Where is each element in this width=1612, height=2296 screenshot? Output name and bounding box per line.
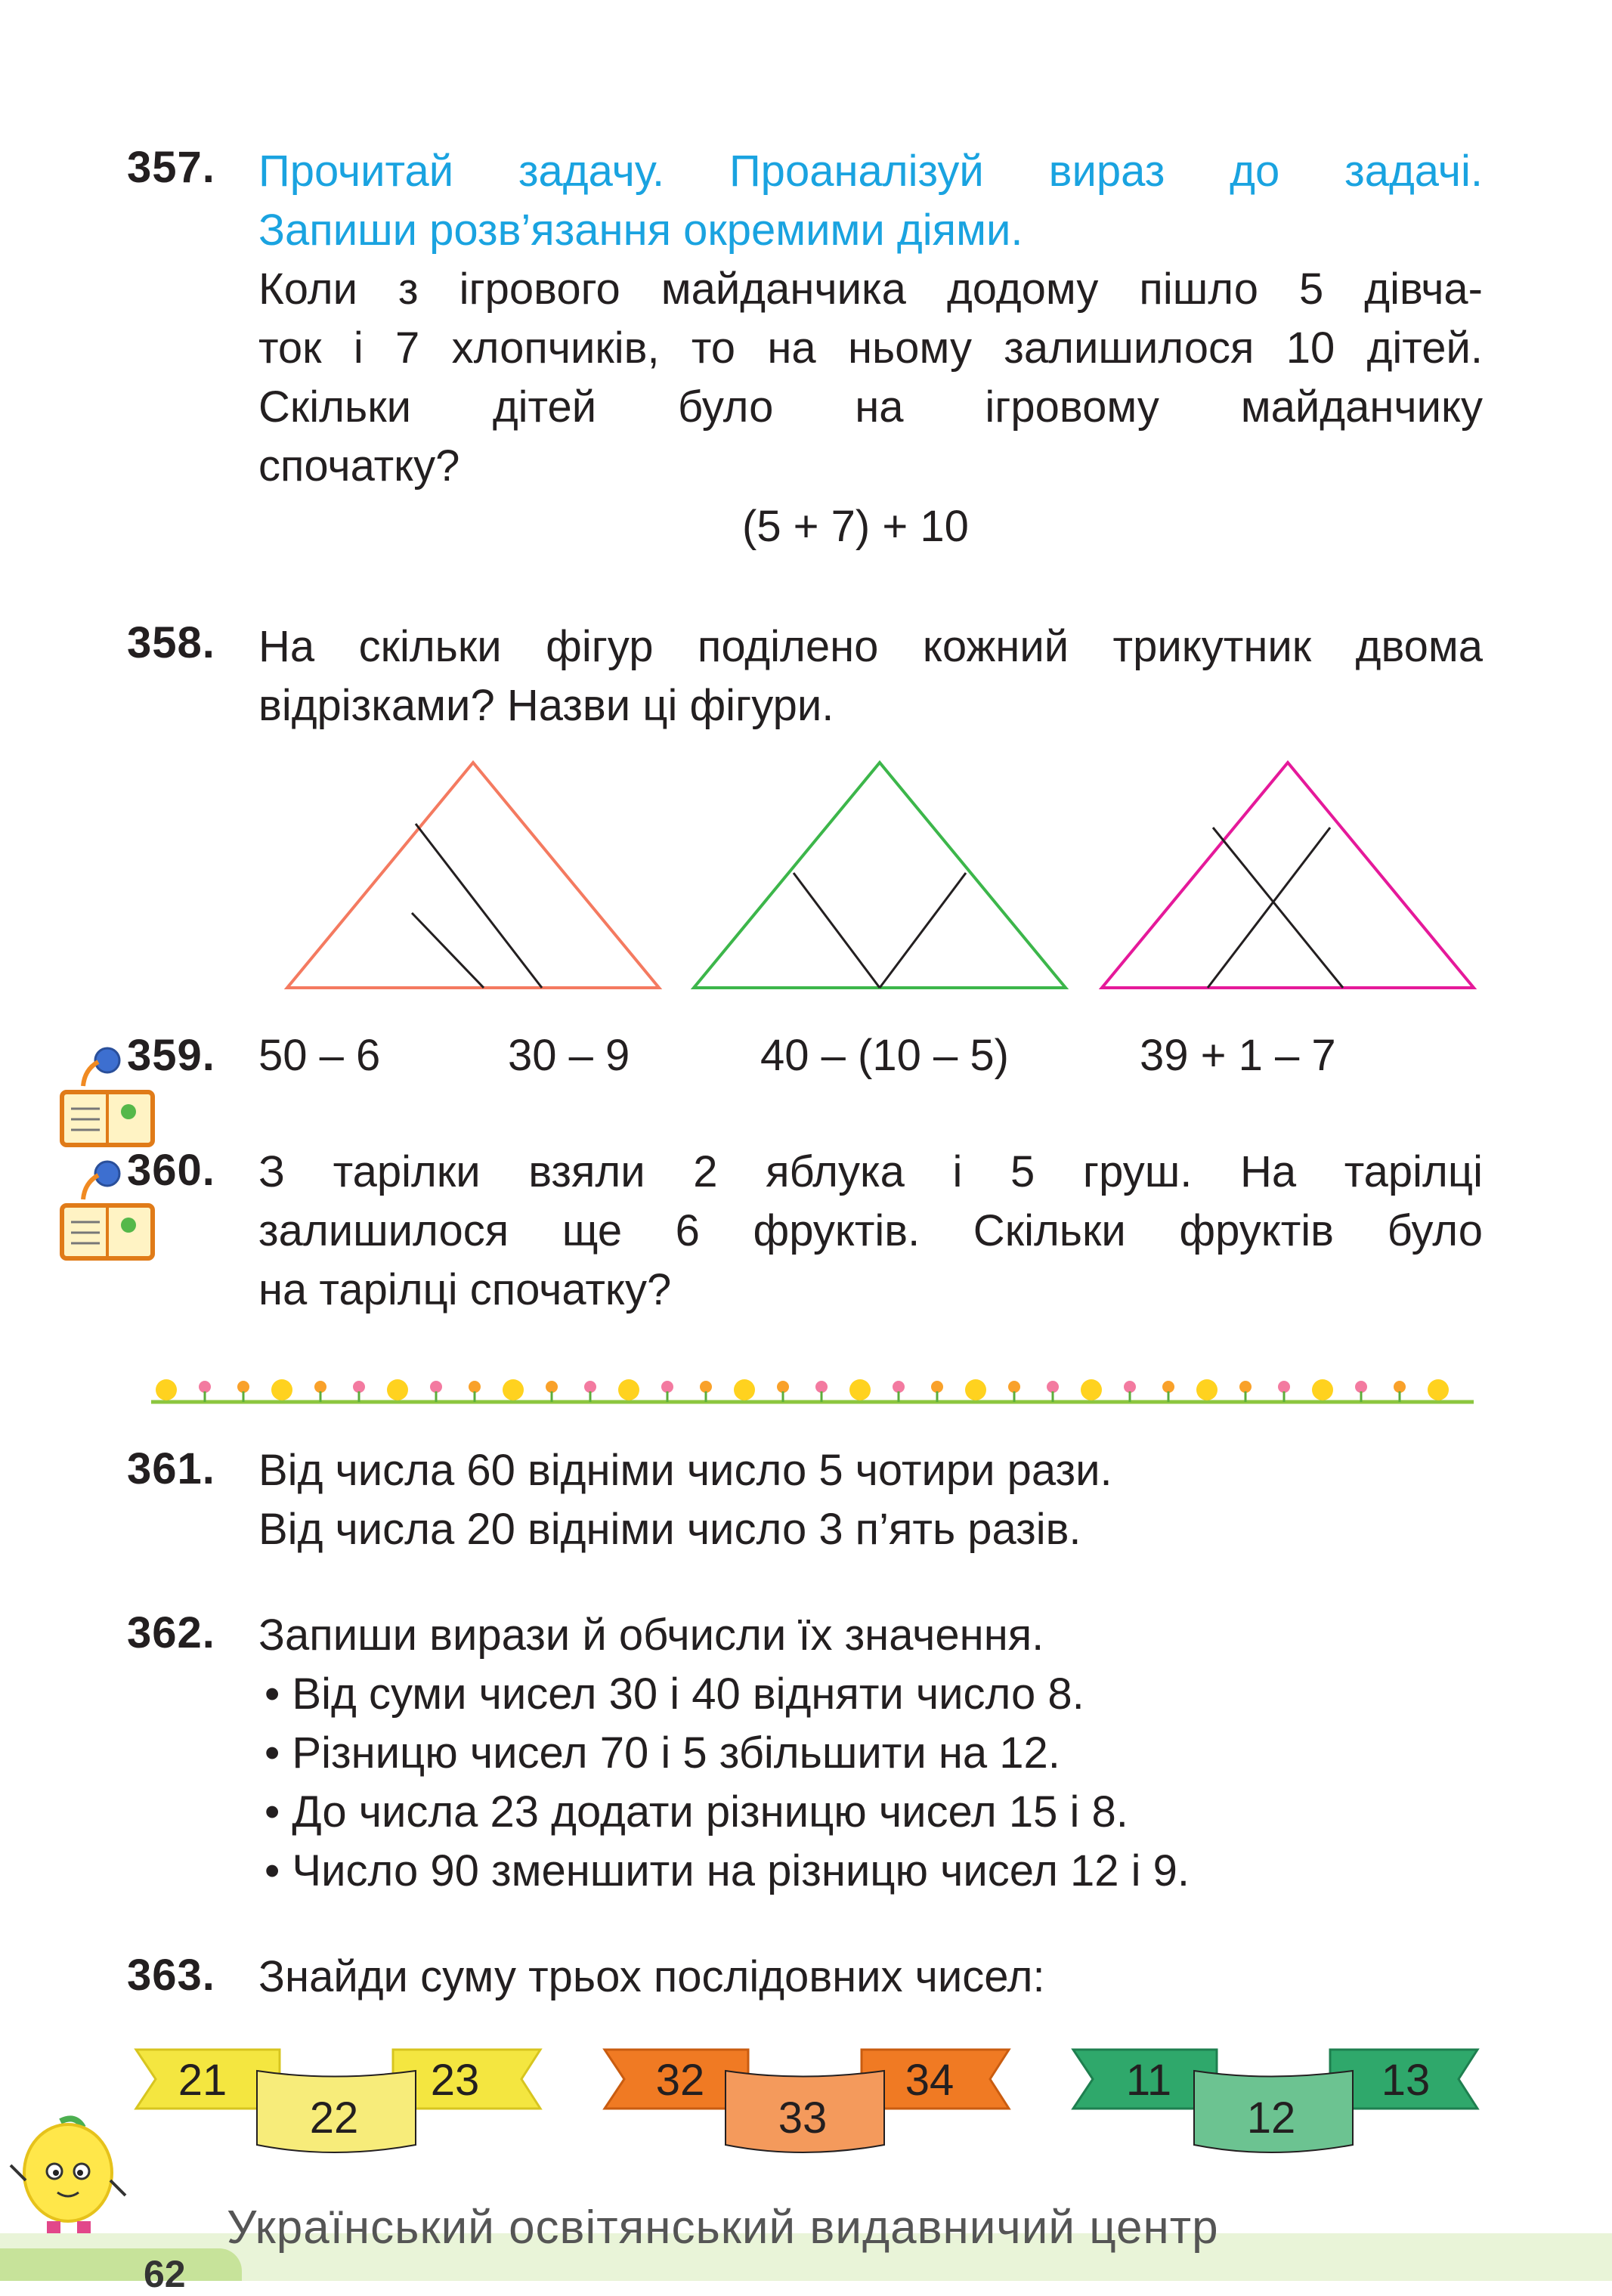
flower-icon xyxy=(1239,1381,1252,1402)
ribbon-right-number: 13 xyxy=(1381,2056,1431,2105)
task-line: Від числа 20 відніми число 3 п’ять разів. xyxy=(258,1505,1081,1554)
bullet-item: • Число 90 зменшити на різницю чисел 12 і 9. xyxy=(265,1846,1190,1895)
problem-line: ток і 7 хлопчиків, то на ньому залишилося 10 дітей. xyxy=(258,323,1483,373)
task-357-instruction xyxy=(258,142,1483,260)
lemon-mascot-icon xyxy=(8,2112,128,2241)
task-number-362: 362. xyxy=(127,1608,215,1657)
task-line: Від числа 60 відніми число 5 чотири рази. xyxy=(258,1446,1112,1495)
flower-icon xyxy=(1162,1381,1174,1402)
chick-icon xyxy=(618,1379,639,1400)
bullet-text: Від суми чисел 30 і 40 відняти число 8. xyxy=(292,1669,1084,1719)
flower-icon xyxy=(931,1381,943,1402)
ribbon-right-number: 34 xyxy=(905,2056,955,2105)
chick-icon xyxy=(1196,1379,1218,1400)
task-number-358: 358. xyxy=(127,618,215,667)
task-line: відрізками? Назви ці фігури. xyxy=(258,681,834,730)
flower-icon xyxy=(700,1381,712,1402)
bullet-text: Різницю чисел 70 і 5 збільшити на 12. xyxy=(292,1728,1060,1778)
triangles-figure xyxy=(272,752,1496,1001)
flower-icon xyxy=(584,1381,596,1402)
ribbon-middle-number: 12 xyxy=(1246,2093,1296,2143)
task-number-361: 361. xyxy=(127,1444,215,1493)
task-number-357: 357. xyxy=(127,143,215,192)
chick-icon xyxy=(965,1379,986,1400)
publisher-text: Український освітянський видавничий центр xyxy=(227,2202,1219,2254)
bullet-item: • Різницю чисел 70 і 5 збільшити на 12. xyxy=(265,1728,1060,1778)
task-line: На скільки фігур поділено кожний трикутник двома xyxy=(258,622,1483,671)
chick-icon xyxy=(156,1379,177,1400)
ribbon-middle-number: 33 xyxy=(778,2093,828,2143)
triangle-magenta xyxy=(1102,763,1474,988)
flower-icon xyxy=(1394,1381,1406,1402)
task-line: З тарілки взяли 2 яблука і 5 груш. На тарілці xyxy=(258,1147,1483,1196)
instruction-line: Прочитай задачу. Проаналізуй вираз до задачі. xyxy=(258,147,1483,196)
chick-icon xyxy=(849,1379,871,1400)
flower-icon xyxy=(199,1381,211,1402)
bullet-text: До числа 23 додати різницю чисел 15 і 8. xyxy=(292,1787,1128,1836)
page-number-tab xyxy=(0,2248,242,2281)
chick-icon xyxy=(503,1379,524,1400)
chick-icon xyxy=(271,1379,292,1400)
chick-icon xyxy=(1312,1379,1333,1400)
task-line: залишилося ще 6 фруктів. Скільки фруктів було xyxy=(258,1206,1483,1255)
task-361-text xyxy=(258,1441,1112,1559)
flower-icon xyxy=(353,1381,365,1402)
task-358-text xyxy=(258,617,1483,735)
triangle-orange xyxy=(287,763,659,988)
task-number-363: 363. xyxy=(127,1951,215,2000)
ribbon-left-number: 32 xyxy=(655,2056,705,2105)
flower-icon xyxy=(777,1381,789,1402)
task-363-text: Знайди суму трьох послідовних чисел: xyxy=(258,1952,1045,2001)
bullet-item: • До числа 23 додати різницю чисел 15 і 8. xyxy=(265,1787,1128,1836)
flower-icon xyxy=(661,1381,673,1402)
task-362-intro: Запиши вирази й обчисли їх значення. xyxy=(258,1611,1044,1660)
flower-icon xyxy=(1124,1381,1136,1402)
ribbon-1 xyxy=(128,2041,552,2169)
expression-1: 50 – 6 xyxy=(258,1031,381,1080)
problem-line: Скільки дітей було на ігровому майданчику xyxy=(258,382,1483,432)
task-357-expression: (5 + 7) + 10 xyxy=(742,502,969,551)
problem-line: Коли з ігрового майданчика додому пішло 5 дівча- xyxy=(258,265,1483,314)
flower-icon xyxy=(430,1381,442,1402)
task-line: на тарілці спочатку? xyxy=(258,1265,672,1314)
ribbon-right-number: 23 xyxy=(430,2056,480,2105)
ribbon-left-number: 21 xyxy=(178,2056,227,2105)
chick-icon xyxy=(1081,1379,1102,1400)
triangle-green xyxy=(694,763,1066,988)
flower-icon xyxy=(1008,1381,1020,1402)
flower-icon xyxy=(469,1381,481,1402)
expression-4: 39 + 1 – 7 xyxy=(1140,1031,1336,1080)
expression-2: 30 – 9 xyxy=(508,1031,630,1080)
bullet-text: Число 90 зменшити на різницю чисел 12 і 9. xyxy=(292,1846,1190,1895)
task-number-360: 360. xyxy=(127,1146,215,1195)
flower-icon xyxy=(1047,1381,1059,1402)
chick-icon xyxy=(387,1379,408,1400)
flower-icon xyxy=(1278,1381,1290,1402)
flower-icon xyxy=(314,1381,326,1402)
chick-icon xyxy=(1428,1379,1449,1400)
ribbon-middle-number: 22 xyxy=(309,2093,359,2143)
ribbon-left-number: 11 xyxy=(1125,2056,1172,2105)
ribbon-3 xyxy=(1066,2041,1489,2169)
task-362-bullets xyxy=(265,1665,1190,1901)
instruction-line: Запиши розв’язання окремими діями. xyxy=(258,206,1023,255)
decorative-border xyxy=(136,1364,1489,1409)
flower-icon xyxy=(1355,1381,1367,1402)
bullet-item: • Від суми чисел 30 і 40 відняти число 8. xyxy=(265,1669,1084,1719)
flower-icon xyxy=(546,1381,558,1402)
flower-icon xyxy=(893,1381,905,1402)
chick-icon xyxy=(734,1379,755,1400)
ribbon-2 xyxy=(597,2041,1020,2169)
flower-icon xyxy=(237,1381,249,1402)
task-360-text xyxy=(258,1143,1483,1320)
problem-line: спочатку? xyxy=(258,441,460,490)
task-number-359: 359. xyxy=(127,1031,215,1080)
expression-3: 40 – (10 – 5) xyxy=(760,1031,1009,1080)
flower-icon xyxy=(815,1381,828,1402)
page-number: 62 xyxy=(144,2253,186,2295)
task-357-problem xyxy=(258,260,1483,496)
